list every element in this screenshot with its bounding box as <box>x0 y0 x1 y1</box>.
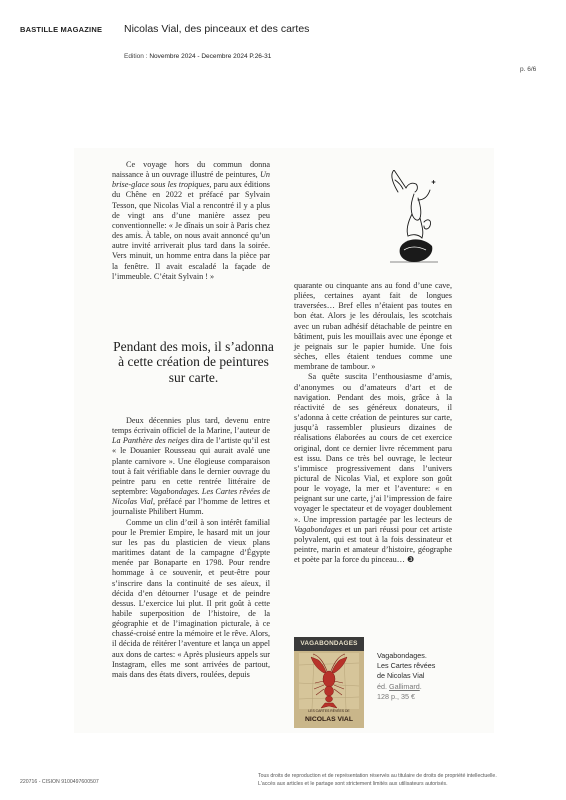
text-run: quarante ou cinquante ans au fond d’une cave, pliées, certaines ayant fait de longues traversées… Bref elles n’étaient pas toutes en bon état. Alors je les déroulais, les scotchais avec un ruban adhésif détachable de peintre en bâtiment, puis les mouillais avec une éponge et je peignais sur le papier humide. Une fois sèches, elles étaient tendues comme une membrane de tambour. » <box>294 281 452 372</box>
cover-author: NICOLAS VIAL <box>305 716 353 723</box>
text-run: et un pari réussi pour cet artiste polyvalent, qui est tout à la fois dessinateur et peintre, marin et amateur d’histoire, géographe et poète par la force du pinceau… ❸ <box>294 524 452 565</box>
paragraph <box>112 518 270 681</box>
publisher-prefix: éd. <box>377 681 389 691</box>
book-details: 128 p., 35 € <box>377 691 415 701</box>
intro-paragraph <box>112 160 270 282</box>
book-title-line2: Les Cartes rêvées <box>377 661 436 671</box>
article-title: Nicolas Vial, des pinceaux et des cartes <box>124 23 310 35</box>
winged-figure-illustration <box>378 170 448 270</box>
footer-legal <box>258 772 558 788</box>
italic-title: Un brise-glace sous les tropiques <box>112 170 270 190</box>
footer-legal-line2: L'accès aux articles et le partage sont strictement limités aux utilisateurs autorisés. <box>258 781 448 787</box>
book-title-line1: Vagabondages. <box>377 651 427 660</box>
publisher-name: Gallimard <box>389 681 420 691</box>
book-publisher <box>377 682 467 692</box>
edition-value: Novembre 2024 - Decembre 2024 P.26-31 <box>149 53 272 60</box>
edition-info <box>124 53 271 60</box>
text-run: Ce voyage hors du commun donna naissance à un ouvrage illustré de peintures, <box>112 160 270 180</box>
intro-column <box>112 160 270 282</box>
edition-label: Edition : <box>124 53 148 60</box>
lobster-illustration <box>299 653 359 709</box>
italic-title: Vagabondages <box>294 524 342 534</box>
paragraph <box>112 416 270 518</box>
publisher-suffix: . <box>419 681 422 691</box>
footer-id: 220716 - CISION 9100497600507 <box>20 779 99 785</box>
text-run: Comme un clin d’œil à son intérêt familial pour le Premier Empire, le hasard mit un jour sur les pas du plasticien de vieux plans maritimes datant de la campagne d’Égypte menée par Bonaparte en 1798. Pour rendre hommage à ce souvenir, et peut-être pour s’inscrire dans la continuité de ses aïeux, il décida d’en détourner l’usage et de peindre dessus. L’exercice lui plut. Il prit goût à cette habile superposition de l’histoire, de la géographie et de l’imagination picturale, à ce chassé-croisé entre la mémoire et le rêve. Alors, il décida de réitérer l’aventure et lança un appel aux dons de cartes: « Après plusieurs appels sur Instagram, elles me sont arrivées de partout, mais dans des états divers, roulées, depuis <box>112 517 270 679</box>
pull-quote: Pendant des mois, il s’adonna à cette création de peintures sur carte. <box>113 339 274 385</box>
cover-title: VAGABONDAGES <box>294 637 364 651</box>
left-column <box>112 416 270 680</box>
paragraph <box>294 372 452 565</box>
globe-shape <box>400 239 433 262</box>
book-cover <box>294 637 364 728</box>
italic-title: Vagabondages. Les Cartes rêvées de Nicolas Vial <box>112 487 271 507</box>
book-title-line3: de Nicolas Vial <box>377 671 425 681</box>
text-run: , préfacé par l’homme de lettres et journaliste Philibert Humm. <box>112 497 270 517</box>
text-run: Sa quête suscita l’enthousiasme d’amis, d’anonymes ou d’amateurs d’art et de navigation. Pendant des mois, grâce à la réactivité de ses généreux donateurs, il s’adonna à cette création de peintures sur carte, jusqu’à rassembler plusieurs dizaines de réalisations élaborées au cours de cet exercice original, dont ce dernier livre récemment paru est issu. Dans ce très bel ouvrage, le lecteur s’immisce progressivement dans l’univers pictural de Nicolas Vial, et explore son goût pour le voyage, la mer et l’aventure: « en peignant sur une carte, j’ai l’impression de faire voyager le spectateur et de voyager doublement ». Une impression partagée par les lecteurs de <box>294 372 452 524</box>
text-run: dira de l’artiste qu’il est « le Douanier Rousseau qui aurait avalé une plante carnivore ». Une élogieuse comparaison tout à fait vérifiable dans le dernier ouvrage du peintre paru en cette rentrée littéraire de septembre: <box>112 436 270 497</box>
book-info <box>377 651 467 702</box>
cover-subtitle: LES CARTES RÊVÉES DE <box>308 709 350 713</box>
italic-title: La Panthère des neiges <box>112 436 189 446</box>
footer-legal-line1: Tous droits de reproduction et de représentation réservés au titulaire de droits de propriété intellectuelle. <box>258 773 497 779</box>
text-run: , paru aux éditions du Chêne en 2022 et préfacé par Sylvain Tesson, que Nicolas Vial a rencontré il y a plus de vingt ans d’une manière assez peu conventionnelle: « Je dînais un soir à Paris chez des amis. À table, on nous avait annoncé qu’un autre invité arriverait plus tard dans la soirée. Vers minuit, un homme entra dans la pièce par la fenêtre. Il avait escaladé la façade de l’immeuble. C’était Sylvain ! » <box>112 180 270 281</box>
magazine-name: BASTILLE MAGAZINE <box>20 25 103 34</box>
right-column <box>294 281 452 565</box>
text-run: Deux décennies plus tard, devenu entre temps écrivain officiel de la Marine, l’auteur de <box>112 416 270 436</box>
page-number: p. 6/6 <box>520 66 537 73</box>
paragraph <box>294 281 452 372</box>
